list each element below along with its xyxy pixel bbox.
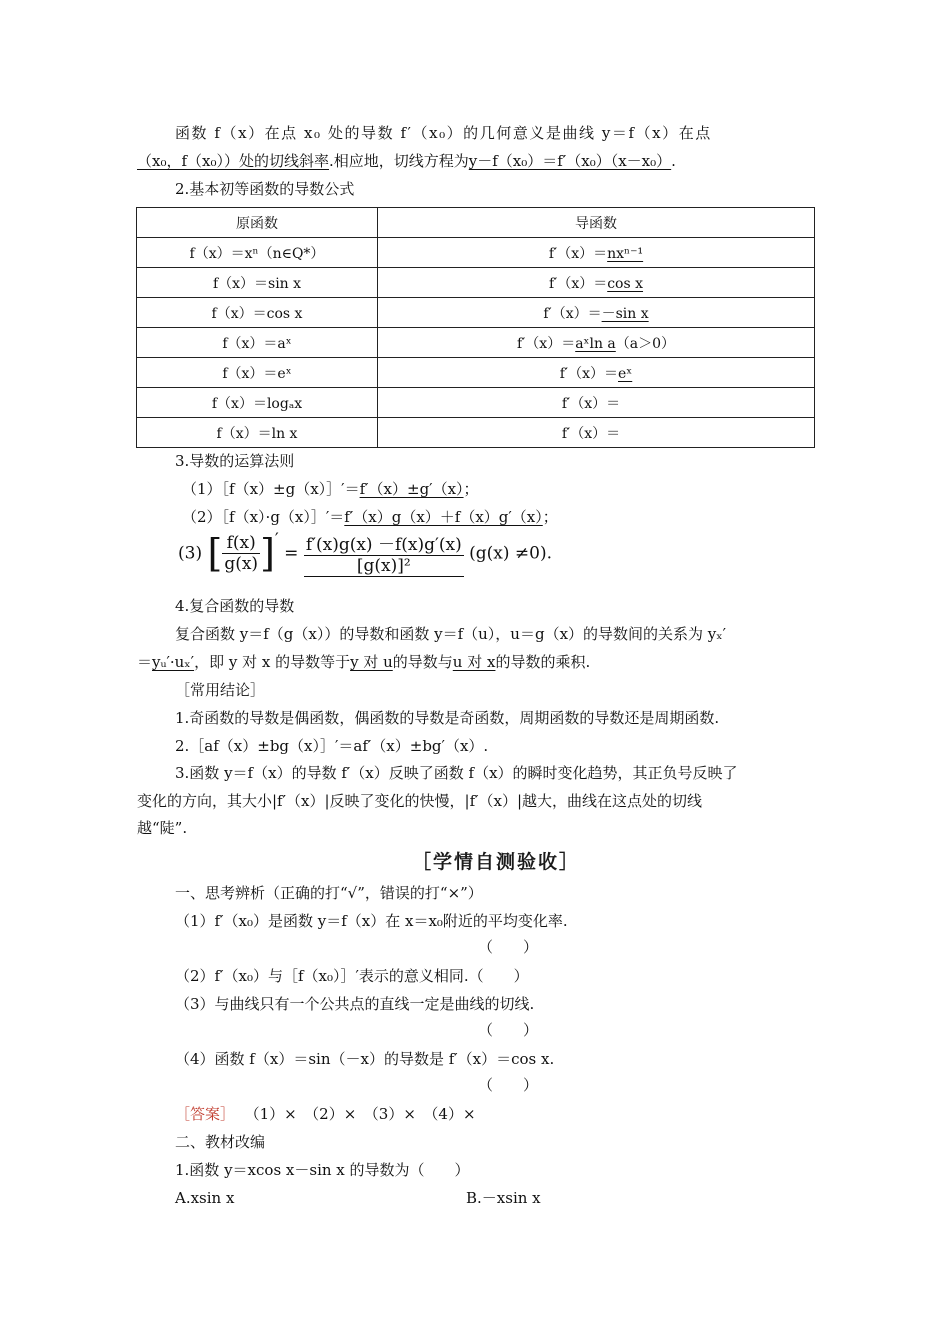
cell-derivative <box>378 358 815 388</box>
derivative-formula-table <box>136 207 815 448</box>
question-4: （4）函数 f（x）＝sin（－x）的导数是 f′（x）＝cos x. <box>175 1050 555 1068</box>
table-row <box>137 268 815 298</box>
table-header-row <box>137 208 815 238</box>
derivative-prefix: f′（x）＝ <box>559 365 619 382</box>
quotient-denominator: g(x) <box>224 554 259 574</box>
common-conclusions-title: ［常用结论］ <box>175 681 266 699</box>
derivative-prefix: f′（x）＝ <box>561 395 621 412</box>
section-4-title: 4.复合函数的导数 <box>175 597 295 615</box>
conclusion-2: 2.［af（x）±bg（x）］′＝af′（x）±bg′（x）. <box>175 737 489 755</box>
derivative-condition: （a＞0） <box>615 335 676 352</box>
semicolon: ； <box>463 480 479 498</box>
cell-derivative <box>378 418 815 448</box>
text-chain: 的导数与 <box>392 653 453 671</box>
quotient-answer-denominator: [g(x)]² <box>304 556 464 577</box>
conclusion-1: 1.奇函数的导数是偶函数，偶函数的导数是奇函数，周期函数的导数还是周期函数. <box>175 709 720 727</box>
rule-product-lhs: （2）［f（x）·g（x）］′＝ <box>182 508 345 526</box>
equals-sign: = <box>284 543 299 564</box>
rule-sum-lhs: （1）［f（x）±g（x）］′＝ <box>182 480 360 498</box>
text-tangent-equation-intro: .相应地，切线方程为 <box>329 152 469 170</box>
text-chain: ，即 y 对 x 的导数等于 <box>194 653 351 671</box>
cell-original: f（x）＝sin x <box>137 268 378 298</box>
derivative-answer: eˣ <box>618 365 633 382</box>
cell-derivative <box>378 298 815 328</box>
rule-quotient-label: (3) <box>178 543 203 564</box>
cell-derivative <box>378 238 815 268</box>
para-geometric-meaning-line1: 函数 f（x）在点 x₀ 处的导数 f′（x₀）的几何意义是曲线 y＝f（x）在点 <box>175 124 712 142</box>
composite-derivative-line2 <box>137 652 590 672</box>
derivative-answer: aˣln a <box>575 335 616 352</box>
derivative-prefix: f′（x）＝ <box>543 305 602 322</box>
equals-sign: ＝ <box>137 653 153 671</box>
derivative-prefix: f′（x）＝ <box>561 425 621 442</box>
question-1: （1）f′（x₀）是函数 y＝f（x）在 x＝x₀附近的平均变化率. <box>175 912 568 930</box>
header-derivative-function: 导函数 <box>378 208 815 238</box>
answer-text: （1）× （2）× （3）× （4）× <box>244 1105 476 1123</box>
part-2-title: 二、教材改编 <box>175 1133 266 1151</box>
quotient-answer-fraction <box>304 530 464 577</box>
quotient-answer-numerator: f′(x)g(x) －f(x)g′(x) <box>304 530 464 556</box>
cell-original: f（x）＝logₐx <box>137 388 378 418</box>
question-3-answer-paren[interactable]: （ ） <box>478 1021 539 1039</box>
cell-original: f（x）＝aˣ <box>137 328 378 358</box>
rule-sum <box>182 479 479 499</box>
quotient-numerator: f(x) <box>222 533 260 554</box>
table-row <box>137 298 815 328</box>
table-row <box>137 358 815 388</box>
derivative-prefix: f′（x）＝ <box>516 335 576 352</box>
cell-original: f（x）＝cos x <box>137 298 378 328</box>
quotient-condition: (g(x) ≠0). <box>469 543 552 564</box>
text-period: . <box>671 152 676 170</box>
bracket-left: [ <box>207 531 223 576</box>
cell-derivative <box>378 328 815 358</box>
question-1-answer-paren[interactable]: （ ） <box>478 938 539 956</box>
quotient-fraction <box>222 533 260 574</box>
blank-y-over-u: y 对 u <box>350 653 393 671</box>
question-2: （2）f′（x₀）与［f（x₀）］′表示的意义相同.（ ） <box>175 967 529 985</box>
table-row <box>137 388 815 418</box>
rule-quotient <box>178 530 552 577</box>
answer-line <box>175 1104 476 1124</box>
section-3-title: 3.导数的运算法则 <box>175 452 295 470</box>
semicolon: ； <box>542 508 558 526</box>
option-a[interactable]: A.xsin x <box>175 1189 235 1207</box>
part-1-title: 一、思考辨析（正确的打“√”，错误的打“×”） <box>175 884 483 902</box>
section-2-title: 2.基本初等函数的导数公式 <box>175 180 355 198</box>
cell-original: f（x）＝ln x <box>137 418 378 448</box>
derivative-answer: cos x <box>607 275 644 292</box>
table-row <box>137 238 815 268</box>
cell-derivative <box>378 388 815 418</box>
cell-original: f（x）＝eˣ <box>137 358 378 388</box>
conclusion-3-line3: 越“陡”. <box>137 819 188 837</box>
para-geometric-meaning-line2 <box>137 151 676 171</box>
rule-product <box>182 507 558 527</box>
textbook-question-1: 1.函数 y＝xcos x－sin x 的导数为（ ） <box>175 1161 470 1179</box>
answer-label: ［答案］ <box>175 1105 236 1123</box>
blank-chain-rule: yᵤ′·uₓ′ <box>152 653 195 671</box>
derivative-answer: nxⁿ⁻¹ <box>607 245 644 262</box>
cell-derivative <box>378 268 815 298</box>
derivative-prefix: f′（x）＝ <box>548 275 608 292</box>
blank-u-over-x: u 对 x <box>452 653 496 671</box>
derivative-answer: －sin x <box>601 305 649 322</box>
rule-product-answer: f′（x）g（x）＋f（x）g′（x） <box>344 508 543 526</box>
blank-tangent-slope: （x₀，f（x₀））处的切线斜率 <box>137 152 329 170</box>
derivative-prefix: f′（x）＝ <box>548 245 608 262</box>
bracket-right: ] <box>260 531 275 576</box>
rule-sum-answer: f′（x）±g′（x） <box>359 480 464 498</box>
conclusion-3-line1: 3.函数 y＝f（x）的导数 f′（x）反映了函数 f（x）的瞬时变化趋势，其正负号反映了 <box>175 764 738 782</box>
blank-tangent-equation: y－f（x₀）＝f′（x₀）（x－x₀） <box>468 152 672 170</box>
self-test-heading: ［学情自测验收］ <box>412 851 581 873</box>
question-3: （3）与曲线只有一个公共点的直线一定是曲线的切线. <box>175 995 535 1013</box>
cell-original: f（x）＝xⁿ（n∈Q*） <box>137 238 378 268</box>
header-original-function: 原函数 <box>137 208 378 238</box>
table-row <box>137 328 815 358</box>
option-b[interactable]: B.－xsin x <box>466 1189 541 1207</box>
conclusion-3-line2: 变化的方向，其大小|f′（x）|反映了变化的快慢，|f′（x）|越大，曲线在这点处的切线 <box>137 792 703 810</box>
text-chain: 的导数的乘积. <box>495 653 591 671</box>
table-row <box>137 418 815 448</box>
question-4-answer-paren[interactable]: （ ） <box>478 1076 539 1094</box>
prime-mark: ′ <box>274 530 279 550</box>
composite-derivative-line1: 复合函数 y＝f（g（x））的导数和函数 y＝f（u），u＝g（x）的导数间的关系为 yₓ′ <box>175 625 727 643</box>
